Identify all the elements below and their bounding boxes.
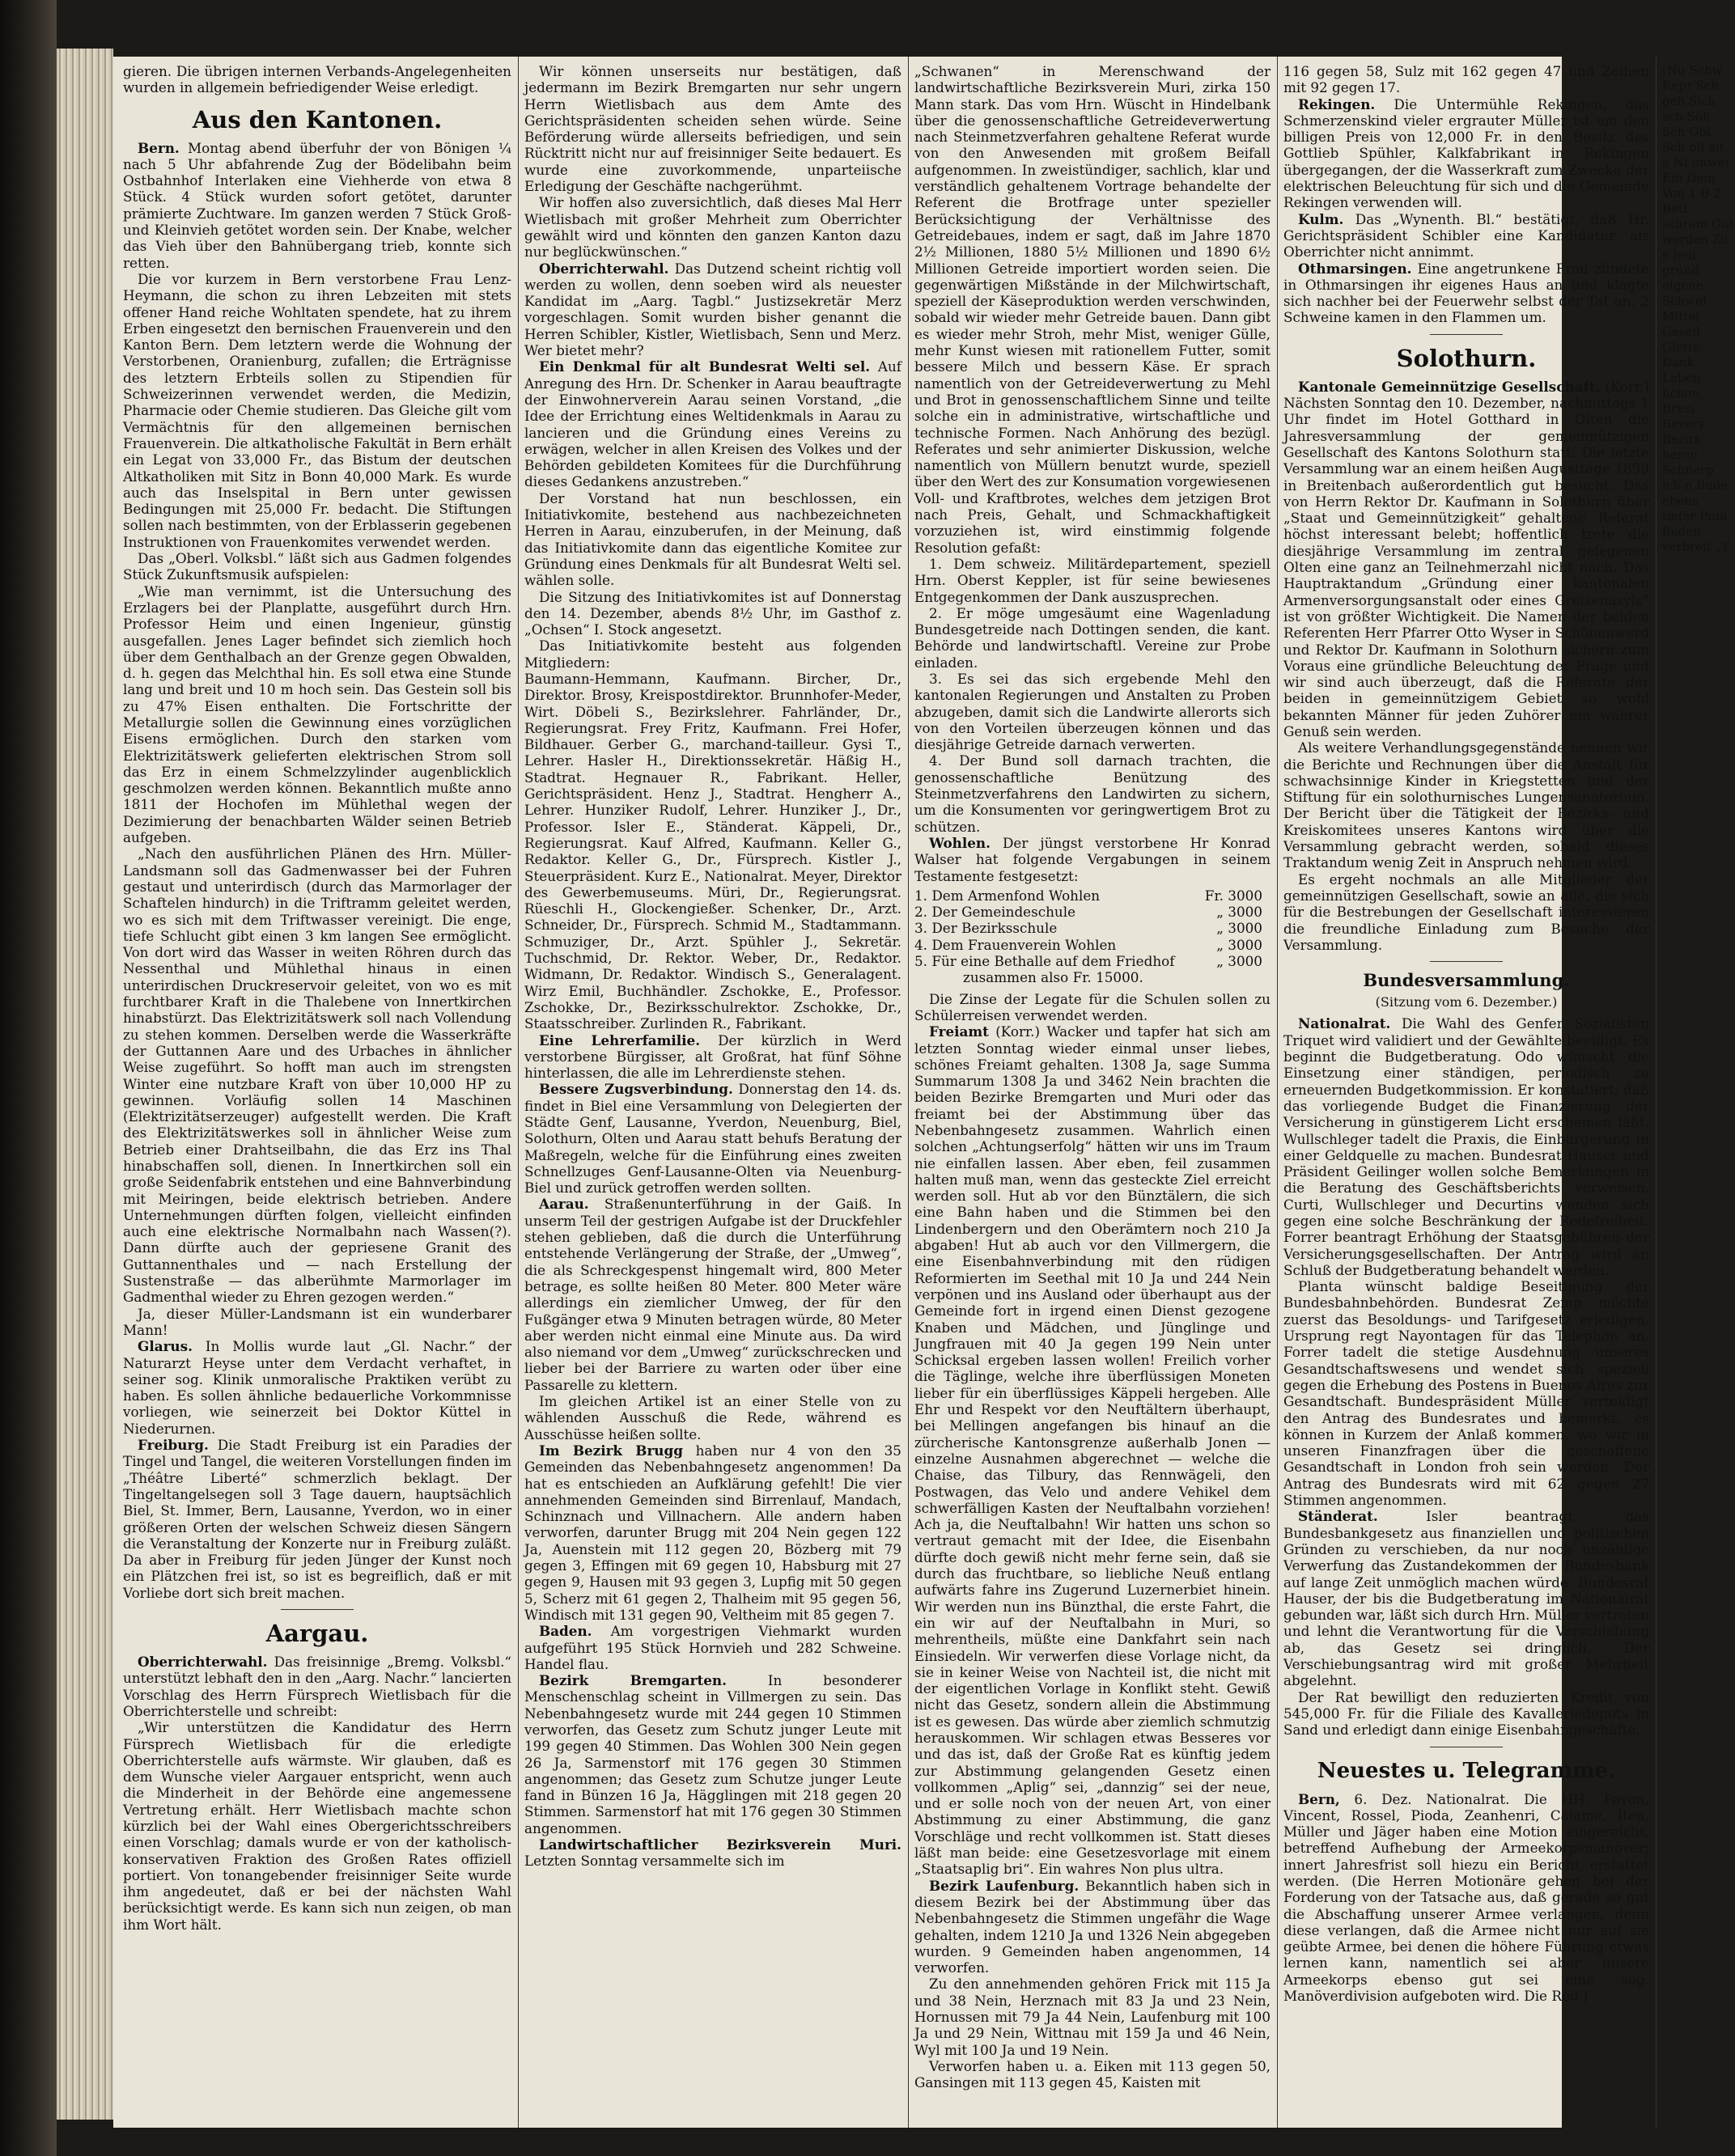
- article-wohlen: [914, 835, 1270, 884]
- article-text: Am vorgestrigen Viehmarkt wurden aufgeführt 195 Stück Hornvieh und 282 Schweine. Handel flau.: [524, 1623, 901, 1672]
- legacy-item: 1. Dem Armenfond Wohlen: [914, 887, 1101, 904]
- divider: [1430, 334, 1503, 335]
- article-keyword: Freiamt: [929, 1023, 989, 1040]
- column-3: [914, 63, 1270, 2118]
- resolution-item: 2. Er möge umgesäumt eine Wagenladung Bundesgetreide nach Dottingen senden, die kant. Behörde und landwirtschaftl. Vereine zur Probe einladen.: [914, 604, 1270, 671]
- table-total: zusammen also Fr. 15000.: [963, 969, 1143, 986]
- legacy-item: 5. Für eine Bethalle auf dem Friedhof: [914, 953, 1175, 970]
- article-keyword: Bezirk Laufenburg.: [929, 1877, 1080, 1894]
- column-2: [524, 63, 901, 2118]
- resolution-item: 4. Der Bund soll darnach trachten, die genossenschaftliche Benützung des Steinmetzverfahrens den Landwirten zu sichern, um die Konsumenten vor geringwertigem Brot zu schützen.: [914, 752, 1270, 835]
- article-brugg: [524, 1442, 901, 1623]
- article-keyword: Ein Denkmal für alt Bundesrat Welti sel.: [539, 358, 871, 375]
- article-text: Die Wahl des Genfer Sozialisten Triquet wird validiert und der Gewählte beeidigt. Es beginnt die Budgetberatung. Odo wünscht die Einsetzung einer ständigen, periodisch zu erneuernden Budgetkommission. Er konstatiert, daß das vorliegende Budget die Finanzierung der Versicherung in günstigerem Licht erscheinen läßt. Wullschleger tadelt die Praxis, die Einbürgerung in einer Geldquelle zu machen. Bundesrat Hauser und Präsident Geilinger wollen solche Bemerkungen in die Beratung des Geschäftsberichts verweisen. Curti, Wullschleger und Decurtins wenden sich gegen eine solche Beschränkung der Redefreiheit. Forrer beantragt Erhöhung der Staatsgebühren der Versicherungsgesellschaften. Der Antrag wird an Schluß der Budgetberatung behandelt werden.: [1283, 1015, 1649, 1278]
- article-paragraph: Wir hoffen also zuversichtlich, daß dieses Mal Herr Wietlisbach mit großer Mehrheit zum Oberrichter gewählt wird und könnten den ganzen Kanton dazu nur beglückwünschen.“: [524, 194, 901, 260]
- article-keyword: Landwirtschaftlicher Bezirksverein Muri.: [539, 1836, 901, 1853]
- article-text: Der kürzlich in Werd verstorbene Bürgisser, alt Großrat, hat fünf Söhne hinterlassen, die alle im Lehrerdienste stehen.: [524, 1031, 901, 1082]
- article-zugsverbindung: [524, 1081, 901, 1196]
- legacy-item: 2. Der Gemeindeschule: [914, 904, 1076, 921]
- article-keyword: Kulm.: [1298, 210, 1344, 227]
- article-paragraph: „Schwanen“ in Merenschwand der landwirtschaftliche Bezirksverein Muri, zirka 150 Mann stark. Das vom Hrn. Wüscht in Hindelbank über die genossenschaftliche Getreideverwertung nach Steinmetzverfahren gehaltene Referat wurde von den Anwesenden mit großem Beifall aufgenommen. In zweistündiger, sachlich, klar und verständlich gehaltenem Vortrage behandelte der Referent die Brotfrage unter spezieller Berücksichtigung der Verhältnisse des Getreidebaues, indem er sagt, daß im Jahre 1870 2½ Millionen, 1880 5½ Millionen und 1890 6½ Millionen Getreide importiert worden seien. Die gegenwärtigen Mißstände in der Milchwirtschaft, speziell der Käseproduktion werden verschwinden, sobald wir wieder mehr Getreide bauen. Dann gibt es wieder mehr Stroh, mehr Mist, weniger Gülle, mehr Kunst wiesen mit rationellem Futter, somit bessere Milch und bessern Käse. Er sprach namentlich von der Getreideverwertung zu Mehl und Brot in genossenschaftlichem Sinne und teilte solche ein in administrative, wirtschaftliche und technische Formen. Nach Anhörung des bezügl. Referates und sehr animierter Diskussion, welche namentlich von Müllern benutzt wurde, speziell über den Wert des zur Konsumation vorgewiesenen Voll- und Kraftbrotes, welches dem jetzigen Brot nach Preis, Gehalt, und Schmackhaftigkeit vorzuziehen ist, wird einstimmig folgende Resolution gefaßt:: [914, 63, 1270, 556]
- article-keyword: Nationalrat.: [1298, 1015, 1391, 1032]
- legacy-amount: Fr. 3000: [1204, 887, 1262, 904]
- article-text: (Korr.) Nächsten Sonntag den 10. Dezember, nachmittags 1 Uhr findet im Hotel Gotthard in Olten die Jahresversammlung der gemeinnützigen Gesellschaft des Kantons Solothurn statt. Die letzte Versammlung war an einem heißen Augusttage 1899 in Breitenbach außerordentlich gut besucht. Das von Herrn Rektor Dr. Kaufmann in Solothurn über „Staat und Gemeinnützigkeit“ gehaltene Referat höchst interessant belebt; hoffentlich trete die diesjährige Versammlung im zentral gelegenen Olten eine ganz an Teilnehmerzahl nicht nach. Das Hauptraktandum „Gründung einer kantonalen Armenversorgungsanstalt oder eines Greisenasyls“ ist von größter Wichtigkeit. Die Namen der beiden Referenten Herr Pfarrer Otto Wyser in Schönenwerd und Rektor Dr. Kaufmann in Solothurn sichern zum Voraus eine gründliche Beleuchtung der Frage und wir sind auch überzeugt, daß die Referate der beiden in gemeinnützigem Gebiet so wohl bekannten Männer für jeden Zuhörer ein wahrer Genuß sein werden.: [1283, 378, 1649, 739]
- article-staenderat: [1283, 1508, 1649, 1688]
- article-paragraph: Verworfen haben u. a. Eiken mit 113 gegen 50, Gansingen mit 113 gegen 45, Kaisten mit: [914, 2057, 1270, 2091]
- article-paragraph: Wir können unserseits nur bestätigen, daß jedermann im Bezirk Bremgarten nur sehr ungern Herrn Wietlisbach aus dem Amte des Gerichtspräsidenten scheiden sehen würde. Seine Beförderung würde allerseits befriedigen, und sein Rücktritt nicht nur auf freisinniger Seite bedauert. Es wurde eine zuvorkommende, unparteiische Erledigung der Geschäfte nachgerühmt.: [524, 63, 901, 195]
- page-stack-edge: [57, 49, 113, 2120]
- article-paragraph: Die Sitzung des Initiativkomites ist auf Donnerstag den 14. Dezember, abends 8½ Uhr, im Gasthof z. „Ochsen“ I. Stock angesetzt.: [524, 588, 901, 638]
- legacy-item: 3. Der Bezirksschule: [914, 920, 1058, 937]
- article-text: Letzten Sonntag versammelte sich im: [524, 1853, 785, 1870]
- article-paragraph: Zu den annehmenden gehören Frick mit 115 Ja und 38 Nein, Herznach mit 83 Ja und 23 Nein, Hornussen mit 79 Ja 44 Nein, Laufenburg mit 100 Ja und 29 Nein, Wittnau mit 159 Ja und 46 Nein, Wyl mit 100 Ja und 19 Nein.: [914, 1976, 1270, 2058]
- legacy-table: [914, 887, 1270, 986]
- article-rekingen: [1283, 96, 1649, 211]
- article-paragraph: Es ergeht nochmals an alle Mitglieder der gemeinnützigen Gesellschaft, sowie an alle, die sich für die Bestrebungen der Gesellschaft interessieren die freundliche Einladung zum Besuche der Versammlung.: [1283, 870, 1649, 953]
- book-binding-edge: [0, 0, 57, 2156]
- intro-paragraph: gieren. Die übrigen internen Verbands-Angelegenheiten wurden in allgemein befriedigender Weise erledigt.: [123, 63, 511, 96]
- article-text: Die Stadt Freiburg ist ein Paradies der Tingel und Tangel, die weiteren Vorstellungen finden im „Théâtre Liberté“ schmerzlich beklagt. Der Tingeltangelsegen soll 3 Tage dauern, hauptsächlich Biel, St. Immer, Bern, Lausanne, Yverdon, wo in einer größeren Orten der welschen Schweiz diesen Sängern die Veranstaltung der Konzerte nur in Freiburg zuläßt. Da aber in Freiburg für jeden Jünger der Kunst noch ein Plätzchen frei ist, so ist es begreiflich, daß er mit Vorliebe dort sich breit machen.: [123, 1437, 511, 1601]
- table-row: [914, 937, 1270, 953]
- article-keyword: Bern,: [1298, 1790, 1340, 1807]
- resolution-item: 1. Dem schweiz. Militärdepartement, speziell Hrn. Oberst Keppler, ist für seine bewiesenes Entgegenkommen der Dank auszusprechen.: [914, 555, 1270, 605]
- section-heading-kantone: Aus den Kantonen.: [192, 105, 443, 133]
- article-lehrerfamilie: [524, 1032, 901, 1082]
- column-rule: [1277, 57, 1278, 2128]
- article-paragraph: Planta wünscht baldige Beseitigung der Bundesbahnbehörden. Bundesrat Zemp möchte zuerst das Besoldungs- und Tarifgesetz erledigen. Ursprung regt Nayontagen für das Telephon an. Forrer tadelt die stetige Ausdehnung unseres Gesandtschaftswesens und wendet sich speziell gegen die Erhebung des Postens in Buenos Aires zur Gesandtschaft. Bundespräsident Müller verteidigt den Antrag des Bundesrates und bemerkt, es können in Kurzem der Anlaß kommen, wo wir in unseren Finanzfragen über die geschaffene Gesandtschaft in London froh sein werden. Der Antrag des Bundesrats wird mit 62 gegen 27 Stimmen angenommen.: [1283, 1278, 1649, 1509]
- article-text: Bekanntlich haben sich in diesem Bezirk bei der Abstimmung über das Nebenbahngesetz die Stimmen ungefähr die Wage gehalten, indem 1210 Ja und 1326 Nein abgegeben wurden. 9 Gemeinden haben angenommen, 14 verworfen.: [914, 1877, 1270, 1976]
- article-text: Straßenunterführung in der Gaiß. In unserm Teil der gestrigen Aufgabe ist der Druckfehler stehen geblieben, daß die durch die Unterführung entstehende Verlängerung der Straße, der „Umweg“, die als Schreckgespenst hingemalt wird, 800 Meter betrage, es sollte heißen 80 Meter. 800 Meter wäre allerdings ein ziemlicher Umweg, der für den Fußgänger etwa 9 Minuten betragen würde, 80 Meter aber werden nicht einmal eine Minute aus. Da wird also niemand vor dem „Umweg“ zurückschrecken und lieber bei der Barriere zu warten oder über eine Passarelle zu klettern.: [524, 1196, 901, 1393]
- article-text: (Korr.) Wacker und tapfer hat sich am letzten Sonntag wieder einmal unser liebes, schönes Freiamt gehalten. 1308 Ja, sage Summa Summarum 1308 Ja und 3462 Nein brachten die beiden Bezirke Bremgarten und Muri oder das freiamt bei der Abstimmung über das Nebenbahngesetz zusammen. Wahrlich einen solchen „Achtungserfolg“ hätten wir uns im Traum nie einfallen lassen. Aber eben, feil zusammen halten muß man, wenn das gesteckte Ziel erreicht werden soll. Hut ab vor den Bünztälern, die sich eine Bahn haben und die Stimmen bei den Lindenbergern und den Oberämtern noch 210 Ja abgaben! Hut ab auch vor den Villmergern, die eine Eisenbahnverbindung mit den rüdigen Reformierten im Seethal mit 10 Ja und 244 Nein verpönen und ins Ausland oder überhaupt aus der Gemeinde fort in irgend einen Dienst gezogene Knaben und Mädchen, und Jünglinge und Jungfrauen mit 40 Ja gegen 199 Nein unter Schicksal ergeben lassen wollen! Freilich vorher die Täglinge, welche ihre überflüssigen Moneten lieber für ein überflüssiges Käppeli hergeben. Alle Ehr und Respekt vor den Neuftältern überhaupt, bei Mellingen angefangen bis hinauf an die zürcherische Kantonsgrenze außerhalb Jonen — einzelne Ausnahmen abgerechnet — welche die Chaise, das Tilbury, das Rennwägeli, den Postwagen, das Velo und andere Vehikel dem schwerfälligen Kasten der Neuftalbahn vorziehen! Ach ja, die Neuftalbahn! Wir hatten uns schon so vertraut gemacht mit der Idee, die Eisenbahn dürfte doch gewiß nicht mehr ferne sein, daß sie durch das fruchtbare, so liebliche Neuß entlang aufwärts fahre ins Zugerund Luzernerbiet hinein. Wir werden nun ins Bünzthal, die erste Fahrt, die ein wir auf der Neuftalbahn in Muri, so mehrentheils, müßte eine Dankfahrt sein nach Einsiedeln. Wir verwerfen diese Vorlage nicht, da sie in keiner Weise von Nachteil ist, die nicht mit der eigentlichen Vorlage in Konflikt steht. Gewiß nicht das Gesetz, sondern allein die Abstimmung ist es gewesen. Das würde aber ziemlich schmutzig herauskommen. Wir schlagen etwas Besseres vor und das ist, daß der Große Rat es künftig jedem zur Abstimmung gelangenden Gesetz einen vollkommen „Aplig“ sei, „dannzig“ sei der neue, und er solle noch von der neuen Art, von einer Abstimmung zu einer Abstimmung, die ganz Vorschläge und recht vollkommen ist. Statt dieses läßt man beide: eine Gesetzesvorlage mit einem „Staatsaplig bri“. Ein wahres Non plus ultra.: [914, 1023, 1270, 1878]
- article-baden: [524, 1623, 901, 1672]
- article-text: Donnerstag den 14. ds. findet in Biel eine Versammlung von Delegierten der Städte Genf, Lausanne, Yverdon, Neuenburg, Biel, Solothurn, Olten und Aarau statt behufs Beratung der Maßregeln, welche für die Einführung eines zweiten Schnellzuges Genf-Lausanne-Olten via Neuenburg-Biel und zurück getroffen werden sollten.: [524, 1081, 902, 1197]
- article-text: Montag abend überfuhr der von Bönigen ¼ nach 5 Uhr abfahrende Zug der Bödelibahn beim Ostbahnhof Interlaken eine Viehherde von etwa 8 Stück. 4 Stück wurden sofort getötet, darunter prämierte Zuchtware. Im ganzen werden 7 Stück Groß- und Kleinvieh getötet worden sein. Der Knabe, welcher das Vieh über den Bahnübergang trieb, konnte sich retten.: [123, 139, 511, 271]
- divider: [281, 1609, 354, 1610]
- article-paragraph: 116 gegen 58, Sulz mit 162 gegen 47 und Zeihen mit 92 gegen 17.: [1283, 63, 1649, 96]
- article-paragraph: Die vor kurzem in Bern verstorbene Frau Lenz-Heymann, die schon zu ihren Lebzeiten mit stets offener Hand reiche Wohltaten spendete, hat zu ihrem Erben eingesetzt den bernischen Frauenverein und den Kanton Bern. Dem letztern werde die Wohnung der Verstorbenen, Oranienburg, zufallen; die Erträgnisse des letztern Erbteils sollen zu Stipendien für Schweizerinnen verwendet werden, die Medizin, Pharmacie oder Chemie studieren. Das Gleiche gilt vom Vermächtnis für den allgemeinen bernischen Frauenverein. Die altkatholische Fakultät in Bern erhält ein Legat von 33,000 Fr., das Bistum der deutschen Altkatholiken mit Sitz in Bonn 40,000 Mark. Es wurde auch das Inselspital in Bern unter gewissen Bedingungen mit 25,000 Fr. bedacht. Die Stiftungen sollen nach bestimmten, von der Erblasserin gegebenen Instruktionen von Frauenkomites verwendet werden.: [123, 270, 511, 550]
- article-paragraph: „Wie man vernimmt, ist die Untersuchung des Erzlagers bei der Planplatte, ausgeführt durch Hrn. Professor Heim und einen Ingenieur, günstig ausgefallen. Jenes Lager befindet sich ziemlich hoch über dem Genthalbach an der Grenze gegen Obwalden, d. h. gegen das Melchthal hin. Es soll etwa eine Stunde lang und breit und 10 m hoch sein. Das Gestein soll bis zu 47% Eisen enthalten. Die Fortschritte der Metallurgie sollen die Gewinnung eines vorzüglichen Eisens ermöglichen. Durch den starken vom Elektrizitätswerk gelieferten elektrischen Strom soll das Erz in einem Schmelzzylinder augenblicklich geschmolzen werden können. Bekanntlich mußte anno 1811 der Hochofen im Mühlethal wegen der Dezimierung der benachbarten Wälder seinen Betrieb aufgeben.: [123, 582, 511, 846]
- article-keyword: Eine Lehrerfamilie.: [539, 1031, 701, 1048]
- section-heading-aargau: Aargau.: [265, 1620, 369, 1648]
- article-paragraph: „Nach den ausführlichen Plänen des Hrn. Müller-Landsmann soll das Gadmenwasser bei der Fuhren gestaut und unterirdisch (durch das Marmorlager der Schaftelen hindurch) in die Triftramm geleitet werden, wo es sich mit dem Triftwasser vereinigt. Die enge, tiefe Schlucht gibt einen 3 km langen See ermöglicht. Von dort wird das Wasser in weiten Röhren durch das Nessenthal und Mühlethal hinaus in einen unterirdischen Druckreservoir geleitet, von wo es mit furchtbarer Kraft in die Thalebene von Innertkirchen hinabstürzt. Das Elektrizitätswerk soll nach Vollendung zu stehen kommen. Derselben werde die Wasserkräfte der Guttannen Aare und des Urbaches in ähnlicher Weise zugeführt. So hofft man auch im strengsten Winter eine nutzbare Kraft von über 10,000 HP zu gewinnen. Vorläufig sollen 14 Maschinen (Elektrizitätserzeuger) aufgestellt werden. Die Kraft des Elektrizitätswerkes soll in ähnlicher Weise zum Betrieb einer Drahtseilbahn, die das Erz ins Thal hinabschaffen soll, dienen. In Innertkirchen soll ein große Seidenfabrik entstehen und eine Bahnverbindung mit Meiringen, beide elektrisch betrieben. Andere Unternehmungen dürften folgen, vielleicht einfinden auch eine elektrische Normalbahn nach Wassen(?). Dann dürfte auch der gepriesene Granit des Guttannenthales und — nach Erstellung der Sustenstraße — das alberühmte Marmorlager im Gadmenthal wieder zu Ehren gezogen werden.“: [123, 845, 511, 1306]
- article-gemeinnuetzige: [1283, 379, 1649, 740]
- article-text: Der jüngst verstorbene Hr Konrad Walser hat folgende Vergabungen in seinem Testamente festgesetzt:: [914, 834, 1270, 884]
- article-keyword: Rekingen.: [1298, 95, 1376, 112]
- column-1: [123, 63, 511, 2118]
- article-text: Auf Anregung des Hrn. Dr. Schenker in Aarau beauftragte der Einwohnerverein Aarau seinen Vorstand, „die Idee der Errichtung eines Weltidenkmals in Aarau zu lancieren und die Gründung eines Vereins zu erwägen, welcher in allen Kreisen des Volkes und der Behörden gebildeten Komitees für die Durchführung dieses Gedankens anzustreben.“: [524, 358, 901, 490]
- article-text: haben nur 4 von den 35 Gemeinden das Nebenbahngesetz angenommen! Da hat es entschieden an Aufklärung gefehlt! Die vier annehmenden Gemeinden sind Birrenlauf, Mandach, Schinznach und Villnachern. Alle andern haben verworfen, darunter Brugg mit 204 Nein gegen 122 Ja, Auenstein mit 112 gegen 20, Bözberg mit 79 gegen 3, Effingen mit 69 gegen 10, Habsburg mit 27 gegen 9, Hausen mit 93 gegen 3, Lupfig mit 50 gegen 5, Scherz mit 61 gegen 2, Thalheim mit 95 gegen 56, Windisch mit 131 gegen 90, Veltheim mit 85 gegen 7.: [524, 1442, 901, 1623]
- section-heading-bundesversammlung: Bundesversammlung.: [1363, 970, 1570, 991]
- article-keyword: Glarus.: [138, 1338, 193, 1355]
- article-keyword: Aarau.: [539, 1196, 589, 1213]
- article-bremgarten: [524, 1672, 901, 1836]
- article-paragraph: Ja, dieser Müller-Landsmann ist ein wunderbarer Mann!: [123, 1305, 511, 1338]
- article-kulm: [1283, 211, 1649, 260]
- article-text: Das Dutzend scheint richtig voll werden zu wollen, denn soeben wird als neuester Kandidat im „Aarg. Tagbl.“ Justizsekretär Merz vorgeschlagen. Somit wurden bisher genannt die Herren Schibler, Kistler, Wietlisbach, Senn und Merz. Wer bietet mehr?: [524, 260, 902, 359]
- article-text: Isler beantragt, das Bundesbankgesetz aus finanziellen und politischen Gründen zu verschieben, da nur noch unzählige Verwerfung das Zustandekommen der Bundesbank auf lange Zeit unmöglich machen würde. Bundesrat Hauser, der bis die Budgetberatung im Nationalrat gebunden war, läßt sich durch Hrn. Müller vertreten und lehnt die Verantwortung für die Verschiebung ab, das Gesetz sei dringlich. Der Verschiebungsantrag wird mit großer Mehrheit abgelehnt.: [1283, 1508, 1649, 1689]
- article-paragraph: Das „Oberl. Volksbl.“ läßt sich aus Gadmen folgendes Stück Zukunftsmusik aufspielen:: [123, 550, 511, 583]
- article-text: 6. Dez. Nationalrat. Die HH. Favon, Vincent, Rossel, Pioda, Zeanhenri, Calame, Iten, Müller und Jäger haben eine Motion eingereicht, betreffend Aufhebung der Armeekorpsmanöver; innert Jahresfrist soll hiezu ein Bericht erstattet werden. (Die Herren Motionäre gehen bei der Forderung von der Tatsache aus, daß gerade so gut die Abschaffung unserer Armee verlangen, denn diese verlangen, daß die Armee nicht nur auf sie geübte Armee, bei denen die höhere Führung etwas lernen kann, namentlich sei aber unsere Armeekorps ebenso gut sei eine sog. Manöverdivision aufgeboten wird. Die Red.): [1283, 1790, 1649, 2005]
- article-telegramm-bern: [1283, 1791, 1649, 2005]
- article-paragraph: Der Vorstand hat nun beschlossen, ein Initiativkomite, bestehend aus nachbezeichneten Herren in Aarau, einzuberufen, in der Meinung, daß das Initiativkomite dann das eigentliche Komitee zur Gründung eines Denkmals für alt Bundesrat Welti sel. wählen solle.: [524, 489, 901, 589]
- article-text: Die Untermühle Rekingen, das Schmerzenskind vieler ergrauter Müller ist um den billigen Preis von 12,000 Fr. in den Besitz des Gottlieb Spühler, Kalkfabrikant in Rekingen übergegangen, der die Wasserkraft zum Zwecke der elektrischen Beleuchtung für sich und die Gemeinde Rekingen verwenden will.: [1283, 95, 1649, 211]
- article-oberrichterwahl-2: [524, 260, 901, 359]
- section-subheading: (Sitzung vom 6. Dezember.): [1375, 994, 1558, 1010]
- article-keyword: Im Bezirk Brugg: [539, 1442, 683, 1459]
- article-nationalrat: [1283, 1015, 1649, 1278]
- article-paragraph: Als weitere Verhandlungsgegenstände nennen wir die Berichte und Rechnungen über die Anstalt für schwachsinnige Kinder in Kriegstetten und der Stiftung für ein solothurnisches Lungensanatorium. Der Bericht über die Tätigkeit der Bezirks- und Kreiskomitees unseres Kantons wird über die Versammlung gebracht werden, sobald dieses Traktandum wenig Zeit in Anspruch nehmen wird.: [1283, 739, 1649, 871]
- legacy-amount: „ 3000: [1216, 920, 1262, 937]
- article-oberrichterwahl: [123, 1654, 511, 1719]
- article-keyword: Bern.: [138, 139, 180, 156]
- column-rule: [518, 57, 519, 2128]
- section-heading-telegramme: Neuestes u. Telegramme.: [1317, 1758, 1616, 1783]
- article-text: Eine angetrunkene Frau zündete in Othmarsingen ihr eigenes Haus an und klagte sich nachher bei der Feuerwehr selbst der Tat an. 2 Schweine kamen in den Flammen um.: [1283, 260, 1649, 326]
- article-keyword: Othmarsingen.: [1298, 260, 1412, 277]
- column-4: [1283, 63, 1649, 2118]
- article-laufenburg: [914, 1878, 1270, 1976]
- article-keyword: Ständerat.: [1298, 1508, 1378, 1525]
- cutoff-fragments: (Nu Schw Repr Sch geh Sich sch Söh Sch Obl Sch bil alt, ä Ni unwei Ein Dem Von 1 B 2 Bett schram Gut werden Zu e iedr gründ eigene Schwei Mittel Gesell Glette Dank Leben lichen Brezi Revery Bezirk bereu Schnerp ich n Bude ebens tiefer Publ finden verbreit „T: [1662, 63, 1734, 554]
- table-row: [914, 887, 1270, 904]
- legacy-item: 4. Dem Frauenverein Wohlen: [914, 936, 1117, 953]
- article-keyword: Freiburg.: [138, 1437, 209, 1454]
- section-heading-solothurn: Solothurn.: [1396, 344, 1537, 372]
- article-text: Das freisinnige „Bremg. Volksbl.“ unterstützt lebhaft den in den „Aarg. Nachr.“ lancierten Vorschlag des Herrn Fürsprech Wietlisbach für die Oberrichterstelle und schreibt:: [123, 1654, 511, 1719]
- column-5-cutoff: [1662, 63, 1735, 2118]
- article-keyword: Kantonale Gemeinnützige Gesellschaft.: [1298, 378, 1601, 395]
- newspaper-page: [113, 57, 1734, 2128]
- article-paragraph: Die Zinse der Legate für die Schulen sollen zu Schülerreisen verwendet werden.: [914, 990, 1270, 1023]
- column-rule: [908, 57, 909, 2128]
- article-othmarsingen: [1283, 260, 1649, 326]
- column-rule: [1656, 57, 1657, 2128]
- article-text: In Mollis wurde laut „Gl. Nachr.“ der Naturarzt Heyse unter dem Verdacht verhaftet, in seiner sog. Klinik unmoralische Praktiken verübt zu haben. Es sollen ähnliche bedauerliche Vorkommnisse vorliegen, wie seinerzeit bei Doktor Küttel in Niederurnen.: [123, 1338, 511, 1437]
- article-text: In besonderer Menschenschlag scheint in Villmergen zu sein. Das Nebenbahngesetz wurde mit 244 gegen 10 Stimmen verworfen, das Gesetz zum Schutz junger Leute mit 199 gegen 40 Stimmen. Das Wohlen 300 Nein gegen 26 Ja, Sarmenstorf mit 176 gegen 30 Stimmen angenommen; das Gesetz zum Schutze junger Leute fand in Bünzen 16 Ja, Hägglingen mit 218 gegen 20 Stimmen. Sarmenstorf hat mit 176 gegen 30 Stimmen angenommen.: [524, 1672, 901, 1836]
- member-list: Baumann-Hemmann, Kaufmann. Bircher, Dr., Direktor. Brosy, Kreispostdirektor. Brunnhofer-Meder, Wirt. Döbeli S., Bezirkslehrer. Fahrländer, Dr., Regierungsrat. Frey Fritz, Kaufmann. Frei Hofer, Bildhauer. Gerber G., marchand-tailleur. Gysi T., Lehrer. Hasler H., Direktionssekretär. Häßig H., Stadtrat. Hegnauer R., Fabrikant. Heller, Gerichtspräsident. Henz J., Stadtrat. Hengherr A., Lehrer. Hunziker Rudolf, Lehrer. Hunziker J., Dr., Professor. Isler E., Ständerat. Käppeli, Dr., Regierungsrat. Kauf Alfred, Kaufmann. Keller G., Redaktor. Keller G., Dr., Fürsprech. Kistler J., Steuerpräsident. Kurz E., Nationalrat. Meyer, Direktor des Gewerbemuseums. Müri, Dr., Regierungsrat. Rüeschli H., Glockengießer. Schenker, Dr., Arzt. Schneider, Dr., Fürsprech. Schmid M., Stadtammann. Schmuziger, Dr., Arzt. Spühler J., Sekretär. Tuchschmid, Dr. Rektor. Weber, Dr., Redaktor. Widmann, Dr. Redaktor. Windisch S., Generalagent. Wirz Emil, Buchhändler. Zschokke, E., Professor. Zschokke, Dr., Bezirksschulrektor. Zschokke, Dr., Staatsschreiber. Zurlinden R., Fabrikant.: [524, 670, 901, 1032]
- resolution-item: 3. Es sei das sich ergebende Mehl den kantonalen Regierungen und Anstalten zu Proben abzugeben, damit sich die Landwirte allerorts sich von den Vorteilen überzeugen können und das diesjährige Getreide darnach verwerten.: [914, 670, 1270, 753]
- article-glarus: [123, 1338, 511, 1437]
- article-keyword: Wohlen.: [929, 834, 991, 851]
- legacy-amount: „ 3000: [1216, 904, 1262, 921]
- article-paragraph: Der Rat bewilligt den reduzierten Kredit von 545,000 Fr. für die Filiale des Kavalleriedepots in Sand und erledigt dann einige Eisenbahngeschäfte.: [1283, 1688, 1649, 1739]
- divider: [1430, 961, 1503, 962]
- article-text: Das „Wynenth. Bl.“ bestätigt, daß Hr. Gerichtspräsident Schibler eine Kandidatur als Oberrichter nicht annimmt.: [1283, 210, 1649, 260]
- article-keyword: Bessere Zugsverbindung.: [539, 1081, 733, 1098]
- article-freiamt: [914, 1023, 1270, 1877]
- legacy-amount: „ 3000: [1216, 936, 1262, 953]
- article-keyword: Baden.: [539, 1623, 592, 1640]
- article-paragraph: Das Initiativkomite besteht aus folgenden Mitgliedern:: [524, 637, 901, 671]
- article-landwirtschaft-muri: [524, 1836, 901, 1870]
- legacy-amount: „ 3000: [1216, 953, 1262, 970]
- article-keyword: Bezirk Bremgarten.: [539, 1672, 727, 1689]
- article-freiburg: [123, 1437, 511, 1601]
- article-paragraph: „Wir unterstützen die Kandidatur des Herrn Fürsprech Wietlisbach für die erledigte Oberrichterstelle aufs wärmste. Wir glauben, daß es dem Wunsche vieler Aargauer entspricht, wenn auch die Minderheit in der Behörde eine angemessene Vertretung erhält. Herr Wietlisbach machte schon kürzlich bei der Wahl eines Obergerichtsschreibers einen Vorschlag; damals wurde er von der katholisch-konservativen Fraktion des Großen Rates offiziell portiert. Von tonangebender freisinniger Seite wurde ihm angedeutet, daß er bei der nächsten Wahl berücksichtigt werde. Es kann sich nun zeigen, ob man ihm Wort hält.: [123, 1719, 511, 1933]
- article-denkmal-welti: [524, 358, 901, 489]
- table-row: [914, 920, 1270, 936]
- article-paragraph: Im gleichen Artikel ist an einer Stelle von zu wählenden Ausschuß die Rede, während es Ausschüsse heißen sollte.: [524, 1393, 901, 1442]
- table-row: [914, 953, 1270, 969]
- article-bern: [123, 140, 511, 271]
- table-row: [914, 904, 1270, 920]
- article-keyword: Oberrichterwahl.: [138, 1654, 268, 1671]
- article-aarau: [524, 1196, 901, 1393]
- article-keyword: Oberrichterwahl.: [539, 260, 669, 277]
